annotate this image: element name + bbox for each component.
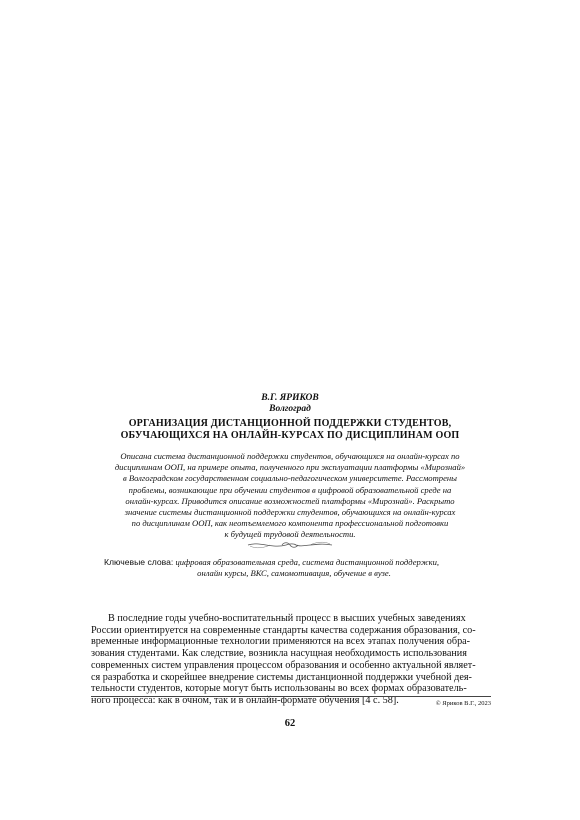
body-line: В последние годы учебно-воспитательный процесс в высших учебных заведениях <box>108 613 466 624</box>
copyright-notice: © Яриков В.Г., 2023 <box>435 700 491 707</box>
body-line: тельности студентов, которые могут быть использованы во всех формах образователь- <box>91 683 467 695</box>
body-line: современных систем управления процессом образования и особенно актуальной являет- <box>91 659 476 671</box>
author-city: Волгоград <box>269 404 311 414</box>
abstract-line: в Волгоградском государственном социально-педагогическом университете. Рассмотрены <box>122 473 458 484</box>
abstract-line: проблемы, возникающие при обучении студентов в цифровой образовательной среде на <box>128 484 452 495</box>
author-name: В.Г. ЯРИКОВ <box>261 393 319 403</box>
abstract-line: Описана система дистанционной поддержки студентов, обучающихся на онлайн-курсах по <box>120 451 460 461</box>
abstract-line: значение системы дистанционной поддержки студентов, обучающихся на онлайн-курсах <box>124 507 456 518</box>
keywords-line <box>104 557 484 568</box>
abstract-line: дисциплинам ООП, на примере опыта, полученного при эксплуатации платформы «Мирознай» <box>114 462 466 473</box>
body-line: ся разработка и скорейшее внедрение системы дистанционной поддержки учебной дея- <box>91 671 472 683</box>
flourish-divider-icon <box>246 540 334 550</box>
abstract-line: по дисциплинам ООП, как неотъемлемого компонента профессиональной подготовки <box>131 518 449 529</box>
body-line: ного процесса: как в очном, так и в онлайн-формате обучения [4 с. 58]. <box>91 694 399 706</box>
body-paragraph <box>91 613 491 707</box>
abstract-line: онлайн-курсах. Приводится описание возможностей платформы «Мирознай». Раскрыто <box>125 495 455 506</box>
keywords <box>104 557 484 579</box>
article-title <box>0 418 580 442</box>
page-number: 62 <box>284 718 296 729</box>
keywords-text: цифровая образовательная среда, система дистанционной поддержки, <box>175 557 440 567</box>
body-line: временные информационные технологии применяются на всех этапах получения обра- <box>91 636 471 648</box>
abstract <box>0 451 580 541</box>
abstract-line: к будущей трудовой деятельности. <box>224 529 356 540</box>
footnote-rule <box>91 696 491 697</box>
keywords-label: Ключевые слова: <box>104 557 174 567</box>
body-line: зования студентами. Как следствие, возникла насущная необходимость использования <box>91 648 467 660</box>
keywords-text: онлайн курсы, ВКС, самомотивация, обучение в вузе. <box>197 568 391 578</box>
title-line: ОБУЧАЮЩИХСЯ НА ОНЛАЙН-КУРСАХ ПО ДИСЦИПЛИНАМ ООП <box>120 430 460 441</box>
title-line: ОРГАНИЗАЦИЯ ДИСТАНЦИОННОЙ ПОДДЕРЖКИ СТУДЕНТОВ, <box>128 418 452 429</box>
body-line: России ориентируется на современные стандарты качества содержания образования, со- <box>91 624 476 636</box>
